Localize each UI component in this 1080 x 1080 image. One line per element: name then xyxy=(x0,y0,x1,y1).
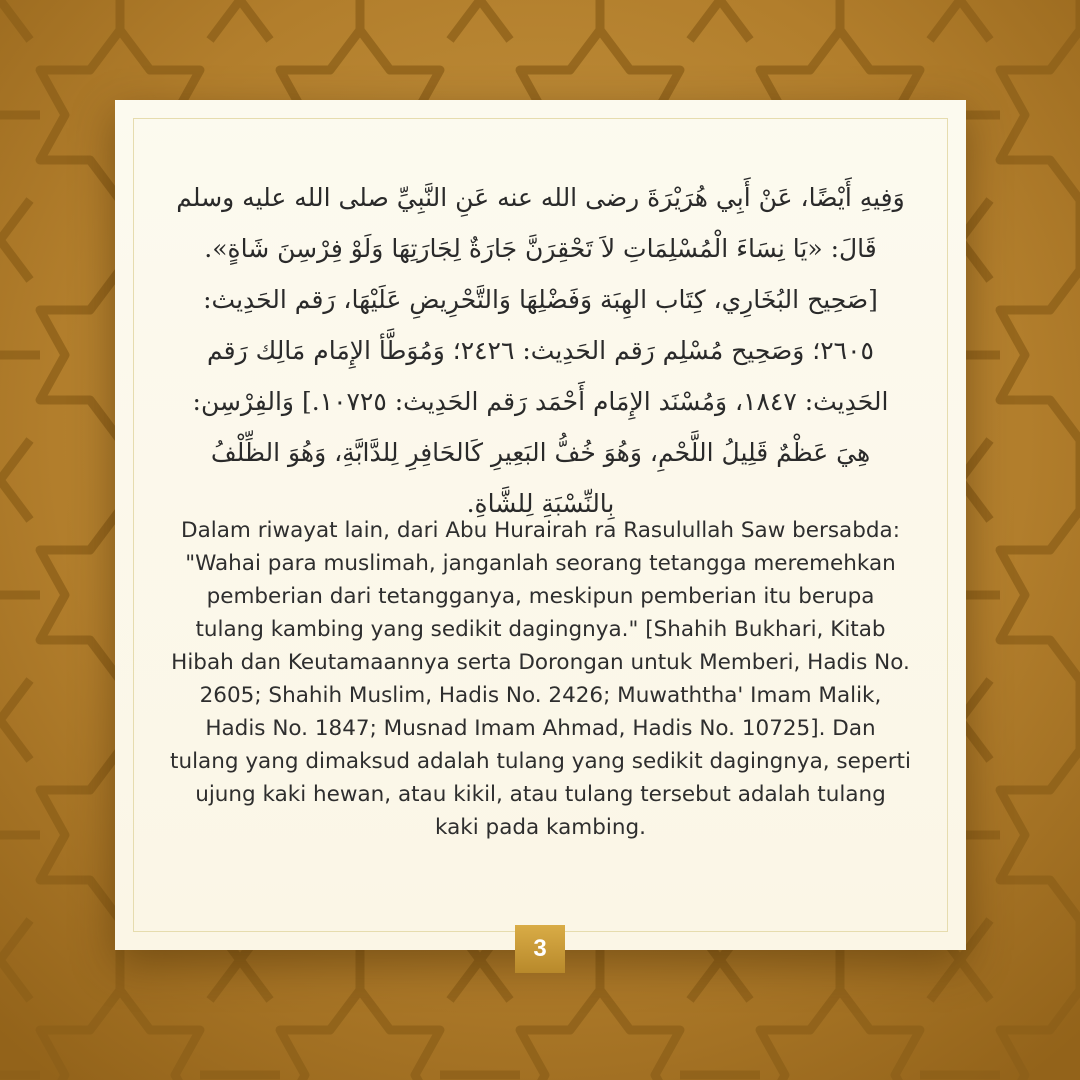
arabic-hadith-text: وَفِيهِ أَيْضًا، عَنْ أَبِي هُرَيْرَةَ رضى الله عنه عَنِ النَّبِيِّ صلى الله عليه وسلم قَالَ: «يَا نِسَاءَ الْمُسْلِمَاتِ لاَ تَحْقِرَنَّ جَارَةٌ لِجَارَتِهَا وَلَوْ فِرْسِنَ شَاةٍ». [صَحِيح البُخَارِي، كِتَاب الهِبَة وَفَضْلِهَا وَالتَّحْرِيضِ عَلَيْهَا، رَقم الحَدِيث: ٢٦٠٥؛ وَصَحِيح مُسْلِم رَقم الحَدِيث: ٢٤٢٦؛ وَمُوَطَّأ الإِمَام مَالِك رَقم الحَدِيث: ١٨٤٧، وَمُسْنَد الإِمَام أَحْمَد رَقم الحَدِيث: ١٠٧٢٥.] وَالفِرْسِن: هِيَ عَظْمٌ قَلِيلُ اللَّحْمِ، وَهُوَ خُفُّ البَعِيرِ كَالحَافِرِ لِلدَّابَّةِ، وَهُوَ الظِّلْفُ بِالنِّسْبَةِ لِلشَّاةِ. xyxy=(176,183,905,518)
page-number-badge: 3 xyxy=(515,925,565,973)
indonesian-translation-text: Dalam riwayat lain, dari Abu Hurairah ra Rasulullah Saw bersabda: "Wahai para muslimah, janganlah seorang tetangga meremehkan pemberian dari tetangganya, meskipun pemberian itu berupa tulang kambing yang sedikit dagingnya." [Shahih Bukhari, Kitab Hibah dan Keutamaannya serta Dorongan untuk Memberi, Hadis No. 2605; Shahih Muslim, Hadis No. 2426; Muwaththa' Imam Malik, Hadis No. 1847; Musnad Imam Ahmad, Hadis No. 10725]. Dan tulang yang dimaksud adalah tulang yang sedikit dagingnya, seperti ujung kaki hewan, atau kikil, atau tulang tersebut adalah tulang kaki pada kambing. xyxy=(170,518,911,840)
content-card xyxy=(115,100,966,950)
